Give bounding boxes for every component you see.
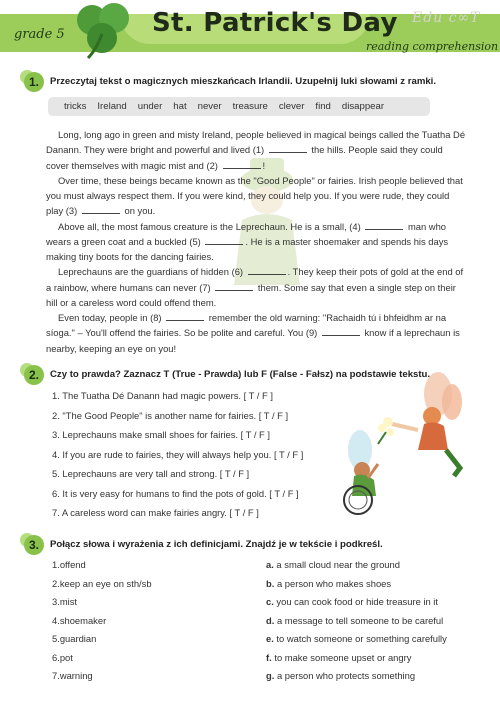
- definition-letter: a.: [266, 559, 274, 570]
- definition-letter: g.: [266, 670, 275, 681]
- definition-text: a message to tell someone to be careful: [274, 614, 444, 626]
- gap-3-blank[interactable]: [82, 204, 120, 214]
- paragraph: [46, 173, 466, 219]
- text-segment: the hills. People said they could cover themselves with magic mist and (2): [46, 144, 443, 171]
- definition-f[interactable]: [266, 652, 411, 663]
- word-bank-item: clever: [278, 101, 305, 112]
- definition-text: a person who protects something: [274, 670, 416, 681]
- statement-1[interactable]: 1. The Tuatha Dé Danann had magic powers. [ T / F ]: [52, 390, 273, 401]
- definition-text: to watch someone or something carefully: [273, 633, 447, 644]
- definition-letter: c.: [266, 596, 274, 607]
- definition-letter: e.: [266, 633, 274, 644]
- statement-4[interactable]: 4. If you are rude to fairies, they will always help you. [ T / F ]: [52, 448, 304, 460]
- text-segment: know if a leprechaun is nearby, keeping an eye on you!: [46, 327, 460, 354]
- word-bank-item: disappear: [341, 101, 385, 112]
- gap-6-blank[interactable]: [248, 265, 286, 275]
- text-segment: man who wears a green coat and a buckled (5): [46, 220, 447, 247]
- definition-b[interactable]: [266, 578, 391, 589]
- definition-text: a small cloud near the ground: [273, 559, 400, 570]
- word-bank-item: under: [137, 101, 163, 112]
- definition-letter: b.: [266, 577, 275, 589]
- paragraph: [46, 310, 466, 356]
- definition-text: you can cook food or hide treasure in it: [273, 596, 438, 607]
- definition-text: a person who makes shoes: [274, 577, 392, 589]
- brand-watermark: Edu c∞T: [412, 10, 481, 26]
- definition-a[interactable]: [266, 559, 400, 570]
- text-segment: Even today, people in (8): [58, 312, 165, 323]
- section-3-instruction: Połącz słowa i wyrażenia z ich definicjami. Znajdź je w tekście i podkreśl.: [50, 539, 383, 550]
- word-bank-item: never: [197, 101, 222, 112]
- text-segment: . He is a master shoemaker and spends his days making tiny boots for the dancing fairies.: [46, 235, 449, 262]
- match-word-4[interactable]: 4.shoemaker: [52, 614, 107, 626]
- text-segment: Long, long ago in green and misty Ireland, people believed in magical beings called the Tuatha Dé Danann. They were bright and powerful and lived (1): [46, 129, 466, 156]
- paragraph: [46, 127, 466, 173]
- section-1-instruction: Przeczytaj tekst o magicznych mieszkańcach Irlandii. Uzupełnij luki słowami z ramki.: [50, 76, 437, 87]
- paragraph: [46, 264, 466, 310]
- definition-d[interactable]: [266, 615, 443, 626]
- match-word-7[interactable]: 7.warning: [52, 670, 93, 681]
- word-bank-item: hat: [173, 101, 187, 112]
- word-bank: [48, 97, 430, 116]
- match-word-6[interactable]: 6.pot: [52, 651, 73, 663]
- match-word-1[interactable]: 1.offend: [52, 559, 86, 570]
- text-segment: remember the old warning: "Rachaidh tú i bhfeidhm ar na síoga." – You'll offend the fairies. So be polite and careful. You (9): [46, 312, 447, 339]
- statement-2[interactable]: 2. "The Good People" is another name for fairies. [ T / F ]: [52, 409, 289, 421]
- definition-c[interactable]: [266, 596, 438, 607]
- statement-6[interactable]: 6. It is very easy for humans to find the pots of gold. [ T / F ]: [52, 487, 299, 499]
- paragraph: [46, 219, 466, 265]
- text-segment: them. Some say that even a single step on their hill or a careless word could offend them.: [46, 281, 456, 308]
- statement-3[interactable]: 3. Leprechauns make small shoes for fairies. [ T / F ]: [52, 429, 270, 440]
- text-segment: Above all, the most famous creature is the Leprechaun. He is a small, (4): [58, 220, 364, 232]
- definition-letter: d.: [266, 614, 275, 626]
- match-word-5[interactable]: 5.guardian: [52, 633, 97, 644]
- word-bank-item: treasure: [232, 101, 268, 112]
- word-bank-item: tricks: [64, 101, 87, 112]
- gap-9-blank[interactable]: [322, 326, 360, 336]
- section-2-instruction: Czy to prawda? Zaznacz T (True - Prawda) lub F (False - Fałsz) na podstawie tekstu.: [50, 369, 431, 380]
- gap-4-blank[interactable]: [365, 220, 403, 230]
- gap-1-blank[interactable]: [269, 143, 307, 153]
- fairies-illustration: [320, 372, 485, 522]
- reading-text: [46, 127, 466, 356]
- text-segment: . They keep their pots of gold at the end of a rainbow, where humans can never (7): [46, 266, 464, 293]
- definition-e[interactable]: [266, 633, 447, 644]
- page-title: St. Patrick's Day: [152, 8, 398, 38]
- section-2-number: 2.: [24, 365, 44, 385]
- text-segment: !: [262, 159, 266, 171]
- word-bank-item: find: [315, 101, 331, 112]
- statement-5[interactable]: 5. Leprechauns are very tall and strong. [ T / F ]: [52, 468, 250, 479]
- definition-g[interactable]: [266, 670, 415, 681]
- gap-2-blank[interactable]: [223, 159, 261, 169]
- section-3-number: 3.: [24, 535, 44, 555]
- text-segment: Over time, these beings became known as the "Good People" or fairies. Irish people believed that you must always respect them. If you were kind, they could help you. If you were rude, they could play (3): [46, 174, 463, 217]
- gap-7-blank[interactable]: [215, 281, 253, 291]
- definition-text: to make someone upset or angry: [271, 651, 412, 663]
- statement-7[interactable]: 7. A careless word can make fairies angry. [ T / F ]: [52, 507, 259, 518]
- match-word-3[interactable]: 3.mist: [52, 596, 78, 607]
- match-word-2[interactable]: 2.keep an eye on sth/sb: [52, 577, 152, 589]
- text-segment: Leprechauns are the guardians of hidden (6): [58, 266, 246, 278]
- shamrock-icon: [66, 0, 146, 60]
- text-segment: on you.: [121, 205, 156, 217]
- page-subtitle: reading comprehension: [366, 40, 499, 53]
- word-bank-item: Ireland: [97, 101, 127, 112]
- gap-5-blank[interactable]: [205, 235, 243, 245]
- section-1-number: 1.: [24, 72, 44, 92]
- gap-8-blank[interactable]: [166, 311, 204, 321]
- grade-label: grade 5: [14, 27, 65, 42]
- definition-letter: f.: [266, 651, 272, 663]
